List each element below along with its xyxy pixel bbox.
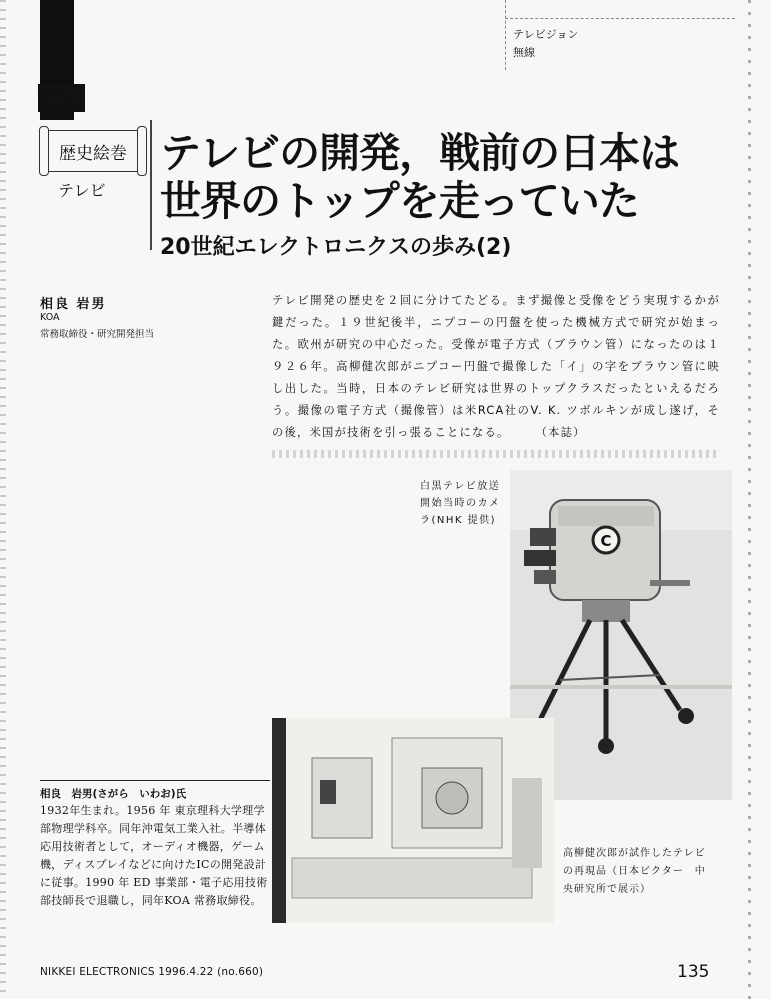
title-divider bbox=[150, 120, 152, 250]
lead-paragraph: テレビ開発の歴史を２回に分けてたどる。まず撮像と受像をどう実現するかが鍵だった。１９世紀後半，ニプコーの円盤を使った機械方式で研究が始まった。欧州が研究の中心だった。受像が電子方式（ブラウン管）になったのは１９２６年。高柳健次郎がニプコー円盤で撮像した「イ」の字をブラウン管に映し出した。当時，日本のテレビ研究は世界のトップクラスだったといえるだろう。撮像の電子方式（撮像管）は米RCA社のV. K. ツボルキンが成し遂げ，その後，米国が技術を引っ張ることになる。 （本誌） bbox=[272, 294, 720, 439]
author-company: KOA bbox=[40, 312, 60, 323]
caption-tv-camera: 白黒テレビ放送開始当時のカメラ(NHK 提供) bbox=[420, 481, 501, 526]
category-wireless: 無線 bbox=[513, 46, 535, 59]
bio-text: 1932年生まれ。1956 年 東京理科大学理学部物理学科卒。同年沖電気工業入社。半導体応用技術者として，オーディオ機器，ゲーム機，ディスプレイなどに向けたICの開発設計に従事。1990 年 ED 事業部・電子応用技術部技師長で退職し，同年KOA 常務取締役。 bbox=[40, 804, 268, 907]
lead-separator bbox=[272, 450, 720, 458]
bio-rule bbox=[40, 780, 270, 781]
replica-tv-illustration bbox=[272, 718, 554, 923]
category-rule bbox=[505, 18, 735, 19]
camera-logo: C bbox=[600, 532, 612, 550]
replica-tv-photo bbox=[272, 718, 554, 923]
caption-replica-tv: 高柳健次郎が試作したテレビの再現品（日本ビクター 中央研究所で展示） bbox=[563, 848, 706, 895]
series-scroll-label: 歴史絵巻 bbox=[46, 130, 140, 172]
category-television: テレビジョン bbox=[513, 28, 579, 41]
column-tag: 講座 bbox=[38, 84, 114, 112]
bio-name: 相良 岩男(さがら いわお)氏 bbox=[40, 788, 187, 800]
series-subtopic: テレビ bbox=[58, 181, 106, 200]
scan-edge-left bbox=[0, 0, 6, 999]
article-title-line-1: テレビの開発，戦前の日本は bbox=[160, 129, 680, 177]
scan-edge-right bbox=[748, 0, 751, 999]
category-divider bbox=[505, 0, 506, 70]
page-number: 135 bbox=[677, 962, 710, 982]
author-position: 常務取締役・研究開発担当 bbox=[40, 329, 155, 340]
author-name: 相良 岩男 bbox=[40, 297, 107, 312]
article-title-line-2: 世界のトップを走っていた bbox=[160, 177, 639, 225]
publication-footer: NIKKEI ELECTRONICS 1996.4.22 (no.660) bbox=[40, 966, 264, 978]
article-subtitle: 20世紀エレクトロニクスの歩み(2) bbox=[160, 235, 512, 260]
